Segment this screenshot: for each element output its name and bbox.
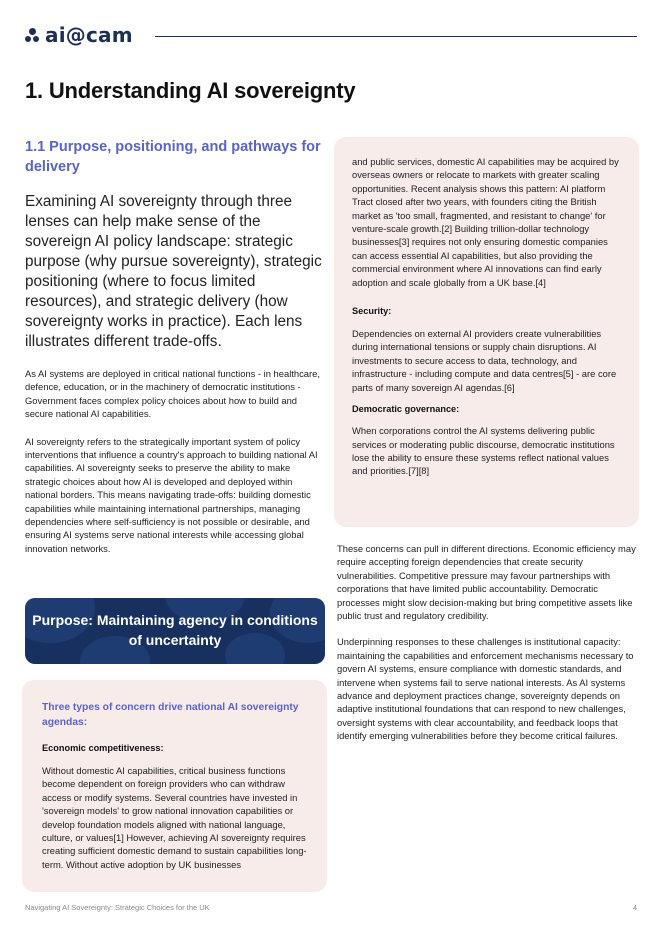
economic-text: Without domestic AI capabilities, critical business functions become dependent on foreign providers who can withdraw access or modify systems. Several countries have invested in 'sovereign models' to grow national innovation capabilities or develop foundation models aligned with national language, culture, or values[1] However, achieving AI sovereignty requires creating sufficient domestic demand to sustain capabilities long-term. Without active adoption by UK businesses: [42, 765, 307, 870]
header-divider: [155, 36, 637, 37]
subsection-heading: 1.1 Purpose, positioning, and pathways for delivery: [25, 139, 321, 175]
economic-heading: Economic competitiveness:: [42, 743, 164, 753]
footer-title: Navigating AI Sovereignty: Strategic Choices for the UK: [25, 903, 210, 912]
page-footer: [25, 903, 637, 912]
security-heading: Security:: [352, 306, 392, 317]
body-paragraph: Underpinning responses to these challenges is institutional capacity: maintaining the capabilities and enforcement mechanisms necessary to govern AI systems, ensure compliance with domestic standards, and intervene when systems fail to serve national interests. As AI systems advance and deployment practices change, sovereignty depends on adaptive institutional foundations that can respond to new challenges, oversight systems with clear accountability, and feedback loops that identify emerging vulnerabilities before they become critical failures.: [337, 636, 634, 742]
purpose-callout: [25, 598, 325, 664]
democratic-heading: Democratic governance:: [352, 404, 460, 415]
purpose-callout-text: Purpose: Maintaining agency in conditions of uncertainty: [32, 612, 318, 648]
right-column: [337, 542, 637, 743]
aicam-logo: [25, 23, 133, 47]
concerns-title: Three types of concern drive national AI sovereignty agendas:: [42, 702, 299, 728]
logo-text: ai@cam: [45, 23, 133, 47]
democratic-text: When corporations control the AI systems delivering public services or moderating public discourse, democratic institutions lose the ability to ensure these systems reflect national values and priorities.[7][8]: [352, 425, 615, 477]
body-paragraph: These concerns can pull in different directions. Economic efficiency may require accepting foreign dependencies that create security vulnerabilities. Competitive pressure may favour partnerships with corporations that have limited public accountability. Democratic processes might slow decision-making but bring competitive assets like public trust and regulatory credibility.: [337, 543, 636, 622]
body-paragraph: As AI systems are deployed in critical national functions - in healthcare, defence, education, or in the machinery of democratic institutions - Government faces complex policy choices about how to build and secure national AI capabilities.: [25, 368, 320, 420]
logo-dots-icon: [25, 27, 40, 43]
lead-paragraph: Examining AI sovereignty through three lenses can help make sense of the sovereign AI policy landscape: strategic purpose (why pursue sovereignty), strategic positioning (where to focus limited resources), and strategic delivery (how sovereignty works in practice). Each lens illustrates different trade-offs.: [25, 193, 322, 350]
page-number: 4: [632, 903, 637, 912]
page-header: [25, 23, 637, 47]
left-column: [25, 137, 327, 555]
concerns-panel-continued: [334, 137, 639, 527]
body-paragraph: AI sovereignty refers to the strategically important system of policy interventions that influence a country's approach to building national AI capabilities. AI sovereignty seeks to preserve the ability to make strategic choices about how AI is developed and deployed within national borders. This means navigating trade-offs: building domestic capabilities while maintaining international partnerships, managing dependencies where self-sufficiency is not possible or desirable, and ensuring AI systems serve national interests while accessing global innovation networks.: [25, 435, 318, 554]
page-title: 1. Understanding AI sovereignty: [25, 78, 356, 103]
economic-text-continued: and public services, domestic AI capabilities may be acquired by overseas owners or relocate to markets with greater scaling opportunities. Recent analysis shows this pattern: AI platform Tract closed after two years, with founders citing the British market as 'too small, fragmented, and resistant to change' for venture-scale growth.[2] Building trillion-dollar technology businesses[3] requires not only ensuring domestic companies can access essential AI capabilities, but also providing the commercial environment where AI innovations can find early adoption and scale globally from a UK base.[4]: [352, 156, 619, 288]
security-text: Dependencies on external AI providers create vulnerabilities during international tensions or supply chain disruptions. AI investments to secure access to data, technology, and infrastructure - including compute and data centres[5] - are core parts of many sovereign AI agendas.[6]: [352, 328, 617, 393]
concerns-panel: [22, 680, 327, 892]
